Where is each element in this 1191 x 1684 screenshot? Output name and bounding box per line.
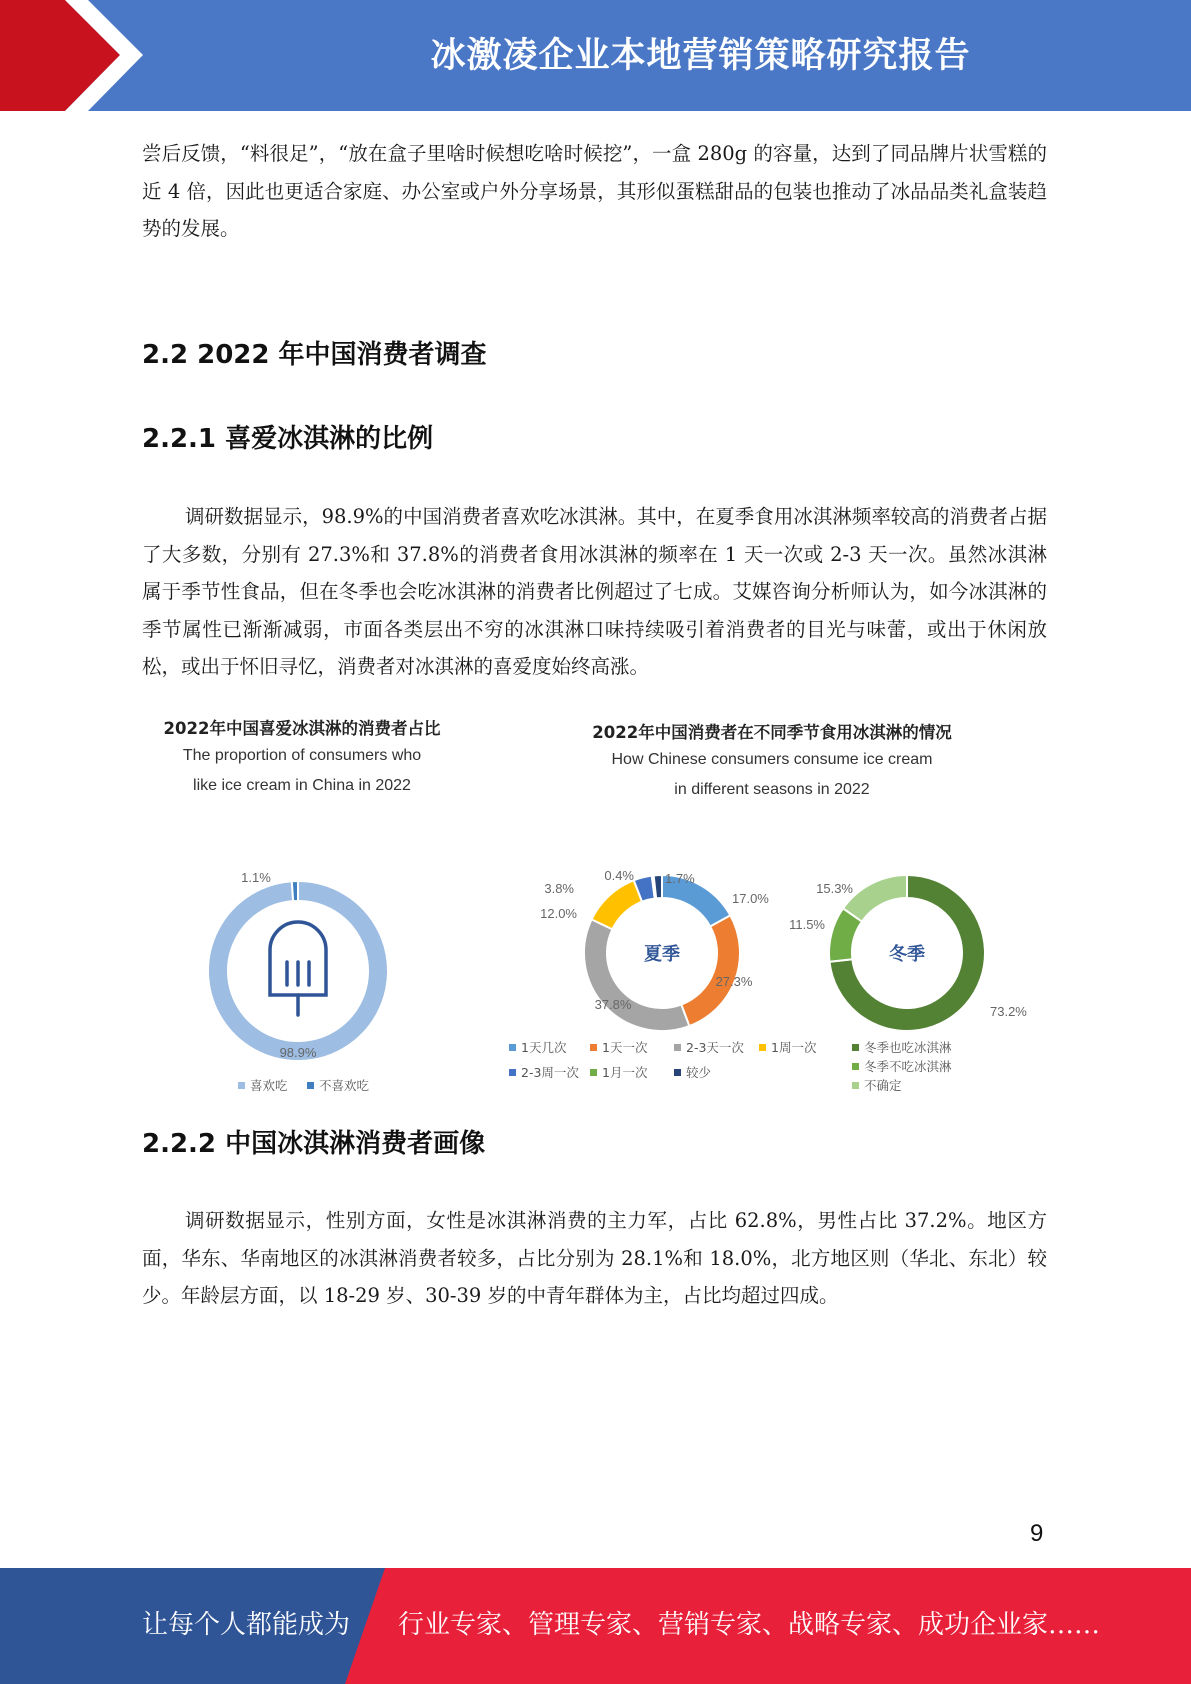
section-2-2-2-paragraph: 调研数据显示，性别方面，女性是冰淇淋消费的主力军，占比 62.8%，男性占比 37.2%。地区方面，华东、华南地区的冰淇淋消费者较多，占比分别为 28.1%和 18.0%，北方地区则（华北、东北）较少。年龄层方面，以 18-29 岁、30-39 岁的中青年群体为主，占比均超过四成。 <box>142 1209 1047 1307</box>
chart2-slice-3 <box>584 919 689 1031</box>
chart2-slice-4 <box>592 880 642 929</box>
chart2-legend-swatch-2 <box>590 1044 597 1051</box>
chart1-value-label-2: 1.1% <box>241 870 271 885</box>
charts-svg <box>142 705 1047 1105</box>
chart2-legend-label-2: 1天一次 <box>602 1040 648 1055</box>
chart2-title: 2022年中国消费者在不同季节食用冰淇淋的情况 <box>592 723 952 742</box>
chart1-value-label-1: 98.9% <box>279 1045 317 1060</box>
report-header <box>0 0 1191 111</box>
chart1-subtitle-line-1: The proportion of consumers who <box>182 747 422 764</box>
chart2-subtitle-line-1: How Chinese consumers consume ice cream <box>611 751 933 768</box>
chart3-value-label-1: 73.2% <box>990 1004 1027 1019</box>
chart2-legend-label-4: 1周一次 <box>771 1040 817 1055</box>
report-footer <box>0 1568 1191 1684</box>
chart2-slice-7 <box>654 875 662 898</box>
section-heading-2-2: 2.2 2022 年中国消费者调查 <box>142 340 487 370</box>
section-heading-2-2-2: 2.2.2 中国冰淇淋消费者画像 <box>142 1129 486 1159</box>
chart2-center-label: 夏季 <box>644 944 680 965</box>
charts-figure <box>142 705 1047 1105</box>
chart2-legend-label-7: 较少 <box>686 1065 712 1080</box>
chart1-legend-label-1: 喜欢吃 <box>250 1078 288 1093</box>
chart1-subtitle-line-2: like ice cream in China in 2022 <box>193 777 411 794</box>
chart1-slice-2 <box>292 881 298 901</box>
chart1-title: 2022年中国喜爱冰淇淋的消费者占比 <box>163 719 441 738</box>
chart2-value-label-5: 3.8% <box>544 881 574 896</box>
chart2-subtitle-line-2: in different seasons in 2022 <box>674 781 870 798</box>
chart2-legend-label-3: 2-3天一次 <box>686 1040 744 1055</box>
ice-cream-bar-icon <box>270 922 326 1015</box>
chart3-legend-swatch-1 <box>852 1044 859 1051</box>
chart2-legend-swatch-7 <box>674 1069 681 1076</box>
chart1-legend-swatch-1 <box>238 1082 245 1089</box>
chart2-legend-swatch-1 <box>509 1044 516 1051</box>
chart3-legend-label-3: 不确定 <box>864 1078 902 1093</box>
chart3-value-label-3: 15.3% <box>816 881 853 896</box>
chart2-value-label-3: 37.8% <box>594 997 632 1012</box>
chart2-value-label-2: 27.3% <box>715 974 753 989</box>
chart2-legend-swatch-6 <box>590 1069 597 1076</box>
chart3-legend-label-1: 冬季也吃冰淇淋 <box>864 1040 952 1055</box>
header-red-chevron <box>0 0 150 111</box>
chart3-legend-swatch-3 <box>852 1082 859 1089</box>
chart2-legend-swatch-5 <box>509 1069 516 1076</box>
intro-paragraph: 尝后反馈，“料很足”，“放在盒子里啥时候想吃啥时候挖”，一盒 280g 的容量，达到了同品牌片状雪糕的近 4 倍，因此也更适合家庭、办公室或户外分享场景，其形似蛋糕甜品的包装也推动了冰品品类礼盒装趋势的发展。 <box>142 142 1047 240</box>
chart2-legend-swatch-3 <box>674 1044 681 1051</box>
chart2-legend-swatch-4 <box>759 1044 766 1051</box>
report-title: 冰激凌企业本地营销策略研究报告 <box>430 36 971 76</box>
chart3-legend-label-2: 冬季不吃冰淇淋 <box>864 1059 952 1074</box>
chart3-center-label: 冬季 <box>889 944 925 965</box>
chart1-legend-swatch-2 <box>307 1082 314 1089</box>
chart2-legend-label-1: 1天几次 <box>521 1040 567 1055</box>
footer-slogan-left: 让每个人都能成为 <box>142 1610 351 1640</box>
chart2-value-label-1: 17.0% <box>732 891 769 906</box>
chart2-slice-2 <box>681 915 740 1026</box>
chart3-value-label-2: 11.5% <box>789 917 825 932</box>
section-heading-2-2-1: 2.2.1 喜爱冰淇淋的比例 <box>142 424 434 454</box>
section-2-2-1-paragraph: 调研数据显示，98.9%的中国消费者喜欢吃冰淇淋。其中，在夏季食用冰淇淋频率较高的消费者占据了大多数，分别有 27.3%和 37.8%的消费者食用冰淇淋的频率在 1 天一次或 2-3 天一次。虽然冰淇淋属于季节性食品，但在冬季也会吃冰淇淋的消费者比例超过了七成。艾媒咨询分析师认为，如今冰淇淋的季节属性已渐渐减弱，市面各类层出不穷的冰淇淋口味持续吸引着消费者的目光与味蕾，或出于休闲放松，或出于怀旧寻忆，消费者对冰淇淋的喜爱度始终高涨。 <box>142 505 1047 678</box>
chart2-value-label-7: 1.7% <box>665 871 695 886</box>
chart3-legend-swatch-2 <box>852 1063 859 1070</box>
chart2-legend-label-5: 2-3周一次 <box>521 1065 579 1080</box>
chart1-legend-label-2: 不喜欢吃 <box>319 1078 370 1093</box>
page-number: 9 <box>1030 1520 1044 1547</box>
chart2-value-label-4: 12.0% <box>540 906 577 921</box>
chart2-value-label-6: 0.4% <box>604 868 634 883</box>
footer-slogan-right: 行业专家、管理专家、营销专家、战略专家、成功企业家…… <box>398 1610 1101 1640</box>
chart2-legend-label-6: 1月一次 <box>602 1065 648 1080</box>
